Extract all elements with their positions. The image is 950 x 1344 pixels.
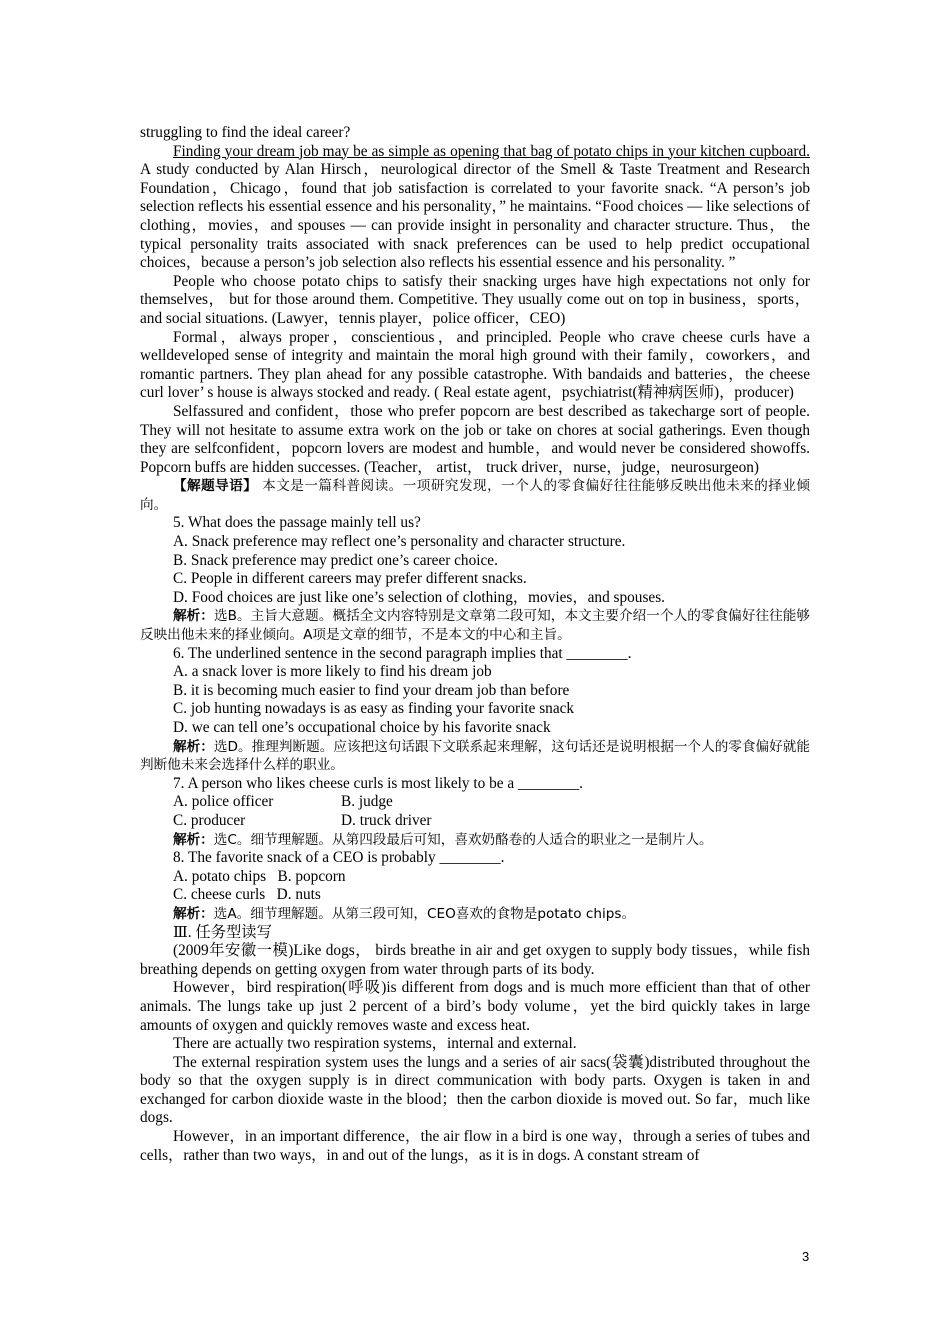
paragraph-1: struggling to find the ideal career? [140,124,351,141]
analysis-text: 选D。推理判断题。应该把这句话跟下文联系起来理解，这句话还是说明根据一个人的零食偏好就能判断他未来会选择什么样的职业。 [140,738,811,774]
underlined-sentence: Finding your dream job may be as simple as opening that bag of potato chips in your kitchen cupboard. [173,142,810,160]
question-5-stem: 5. What does the passage mainly tell us? [173,514,421,532]
section-3-paragraph-3: There are actually two respiration systems，internal and external. [173,1035,577,1053]
paragraph-4: Formal，always proper，conscientious，and principled. People who crave cheese curls have a welldeveloped sense of integrity and maintain the moral high ground with their family，coworkers，and romantic partners. They plan ahead for any possible catastrophe. With bandaids and batteries，the cheese curl lover’ s house is always stocked and ready. ( Real estate agent，psychiatrist(精神病医师)，producer) [140,328,810,402]
analysis-label: 解析： [173,738,214,755]
question-8-options-row-1 [140,868,810,887]
question-7-options-row-2 [140,812,810,831]
question-7-option-b: B. judge [341,793,393,811]
question-8-analysis [140,905,810,924]
guide-label: 【解题导语】 [173,478,258,495]
analysis-label: 解析： [173,608,214,625]
question-6-option-b: B. it is becoming much easier to find your dream job than before [173,681,570,699]
guide-note [140,477,810,514]
question-5-option-a: A. Snack preference may reflect one’s personality and character structure. [173,533,626,551]
paragraph-3: People who choose potato chips to satisfy their snacking urges have high expectations not only for themselves， but for those around them. Competitive. They usually come out on top in business，sports，and social situations. (Lawyer，tennis player，police officer，CEO) [140,272,810,327]
section-3-paragraph-2: However，bird respiration(呼吸)is different from dogs and is much more efficient than that of other animals. The lungs take up just 2 percent of a bird’s body volume，yet the bird quickly takes in large amounts of oxygen and quickly removes waste and excess heat. [140,979,810,1034]
question-6-option-d: D. we can tell one’s occupational choice by his favorite snack [173,719,551,736]
page-number: 3 [802,1249,810,1264]
question-5-analysis [140,607,810,644]
question-6-option-a: A. a snack lover is more likely to find his dream job [173,663,492,681]
question-7-option-c: C. producer [173,811,246,829]
analysis-text: 选A。细节理解题。从第三段可知，CEO喜欢的食物是potato chips。 [213,905,636,922]
question-7-option-d: D. truck driver [341,811,432,829]
question-7-option-a: A. police officer [173,793,274,811]
question-8-stem: 8. The favorite snack of a CEO is probably ________. [173,849,505,867]
guide-text: 本文是一篇科普阅读。一项研究发现，一个人的零食偏好往往能够反映出他未来的择业倾向。 [140,478,810,513]
question-6-analysis [140,738,810,775]
section-3-paragraph-4: The external respiration system uses the lungs and a series of air sacs(袋囊)distributed throughout the body so that the oxygen supply is in direct communication with body parts. Oxygen is taken in and exchanged for carbon dioxide waste in the blood；then the carbon dioxide is moved out. So far，much like dogs. [140,1053,810,1127]
paragraph-5: Selfassured and confident，those who prefer popcorn are best described as takecharge sort of people. They will not hesitate to assume extra work on the job or take on chores at social gatherings. Even though they are selfconfident，popcorn lovers are modest and humble，and would never be considered showoffs. Popcorn buffs are hidden successes. (Teacher， artist， truck driver，nurse，judge，neurosurgeon) [140,402,810,476]
section-3-paragraph-5: However，in an important difference，the air flow in a bird is one way，through a series of tubes and cells，rather than two ways，in and out of the lungs，as it is in dogs. A constant stream of [140,1128,810,1164]
analysis-label: 解析： [173,905,214,922]
question-7-analysis [140,831,810,850]
section-3-paragraph-1: (2009年安徽一模)Like dogs， birds breathe in air and get oxygen to supply body tissues，while fish breathing depends on getting oxygen from water through parts of its body. [140,942,810,978]
question-8-option-b: B. popcorn [277,867,346,885]
analysis-text: 选C。细节理解题。从第四段最后可知，喜欢奶酪卷的人适合的职业之一是制片人。 [213,831,713,848]
analysis-text: 选B。主旨大意题。概括全文内容特别是文章第二段可知，本文主要介绍一个人的零食偏好往往能够反映出他未来的择业倾向。A项是文章的细节，不是本文的中心和主旨。 [140,608,810,644]
document-page [140,124,810,1165]
question-8-option-a: A. potato chips [173,867,267,885]
question-8-option-c: C. cheese curls [173,886,266,904]
question-8-option-d: D. nuts [276,886,321,904]
question-5-option-b: B. Snack preference may predict one’s career choice. [173,551,498,569]
question-7-stem: 7. A person who likes cheese curls is most likely to be a ________. [173,774,583,792]
question-7-options-row-1 [140,793,810,812]
question-6-option-c: C. job hunting nowadays is as easy as finding your favorite snack [173,700,575,718]
question-8-options-row-2 [140,886,810,905]
question-5-option-c: C. People in different careers may prefer different snacks. [173,570,527,588]
paragraph-2-rest: A study conducted by Alan Hirsch，neurological director of the Smell & Taste Treatment and Research Foundation，Chicago，found that job satisfaction is correlated to your favorite snack. “A person’s job selection reflects his essential essence and his personality，” he maintains. “Food choices — like selections of clothing，movies，and spouses — can provide insight in personality and character structure. Thus， the typical personality traits associated with snack preferences can be used to help predict occupational choices，because a person’s job selection also reflects his essential essence and his personality. ” [140,161,810,272]
section-3-heading: Ⅲ. 任务型读写 [173,923,272,941]
analysis-label: 解析： [173,831,214,848]
paragraph-2 [140,143,810,273]
question-5-option-d: D. Food choices are just like one’s selection of clothing，movies，and spouses. [173,588,665,606]
question-6-stem: 6. The underlined sentence in the second paragraph implies that ________. [173,644,632,662]
